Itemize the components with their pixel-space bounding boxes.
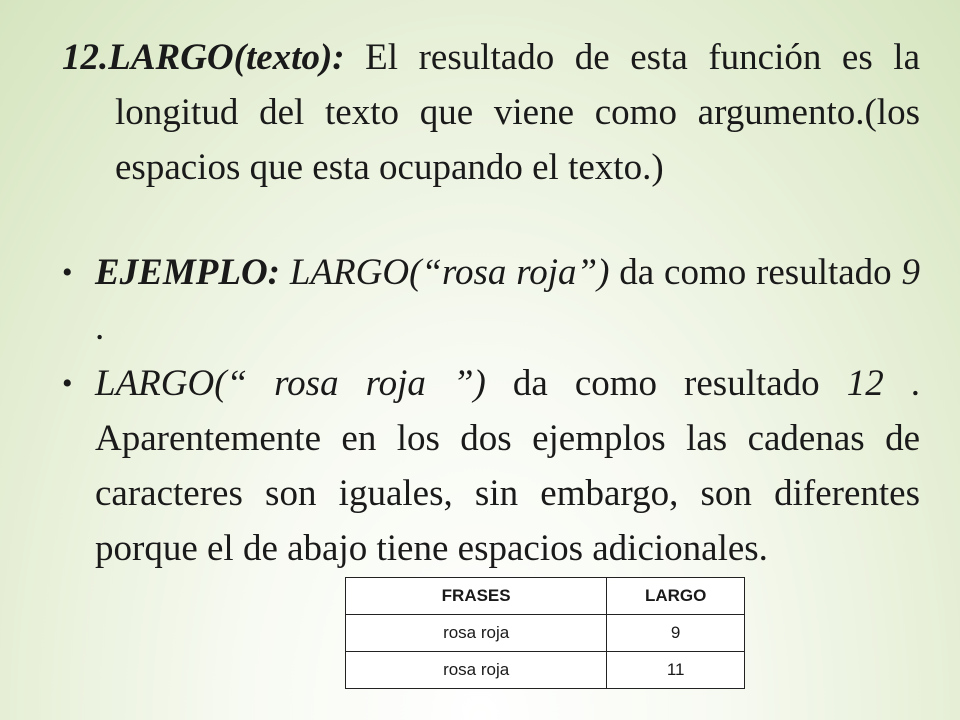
example-1-formula: LARGO(“rosa roja”) <box>289 252 610 293</box>
table-cell-largo: 9 <box>607 615 745 652</box>
table-row <box>346 652 745 689</box>
table-cell-frase: rosa roja <box>346 652 607 689</box>
column-header-frases: FRASES <box>346 578 607 615</box>
bullet-icon: • <box>62 367 73 400</box>
example-label: EJEMPLO: <box>95 252 280 293</box>
column-header-largo: LARGO <box>607 578 745 615</box>
example-2-formula: LARGO(“ rosa roja ”) <box>95 363 486 404</box>
bullet-icon: • <box>62 256 73 289</box>
largo-table <box>345 577 745 689</box>
example-1-result: 9 <box>901 252 921 293</box>
item-12-paragraph <box>62 30 920 195</box>
table-row <box>346 615 745 652</box>
item-12-heading: 12.LARGO(texto): <box>62 37 345 78</box>
item-12-text: El resultado de esta función es la longitud del texto que viene como argumento.(los espacios que esta ocupando el texto.) <box>115 37 920 188</box>
bullet-example-2 <box>62 356 920 576</box>
example-1-end: . <box>95 307 105 348</box>
table-cell-frase: rosa roja <box>346 615 607 652</box>
table-header-row <box>346 578 745 615</box>
table-cell-largo: 11 <box>607 652 745 689</box>
example-2-text: . Aparentemente en los dos ejemplos las cadenas de caracteres son iguales, sin embargo, son diferentes porque el de abajo tiene espacios adicionales. <box>95 363 920 569</box>
bullet-example-1 <box>62 245 920 355</box>
example-1-mid: da como resultado <box>609 252 902 293</box>
example-2-mid: da como resultado <box>485 363 847 404</box>
example-2-result: 12 <box>846 363 884 404</box>
